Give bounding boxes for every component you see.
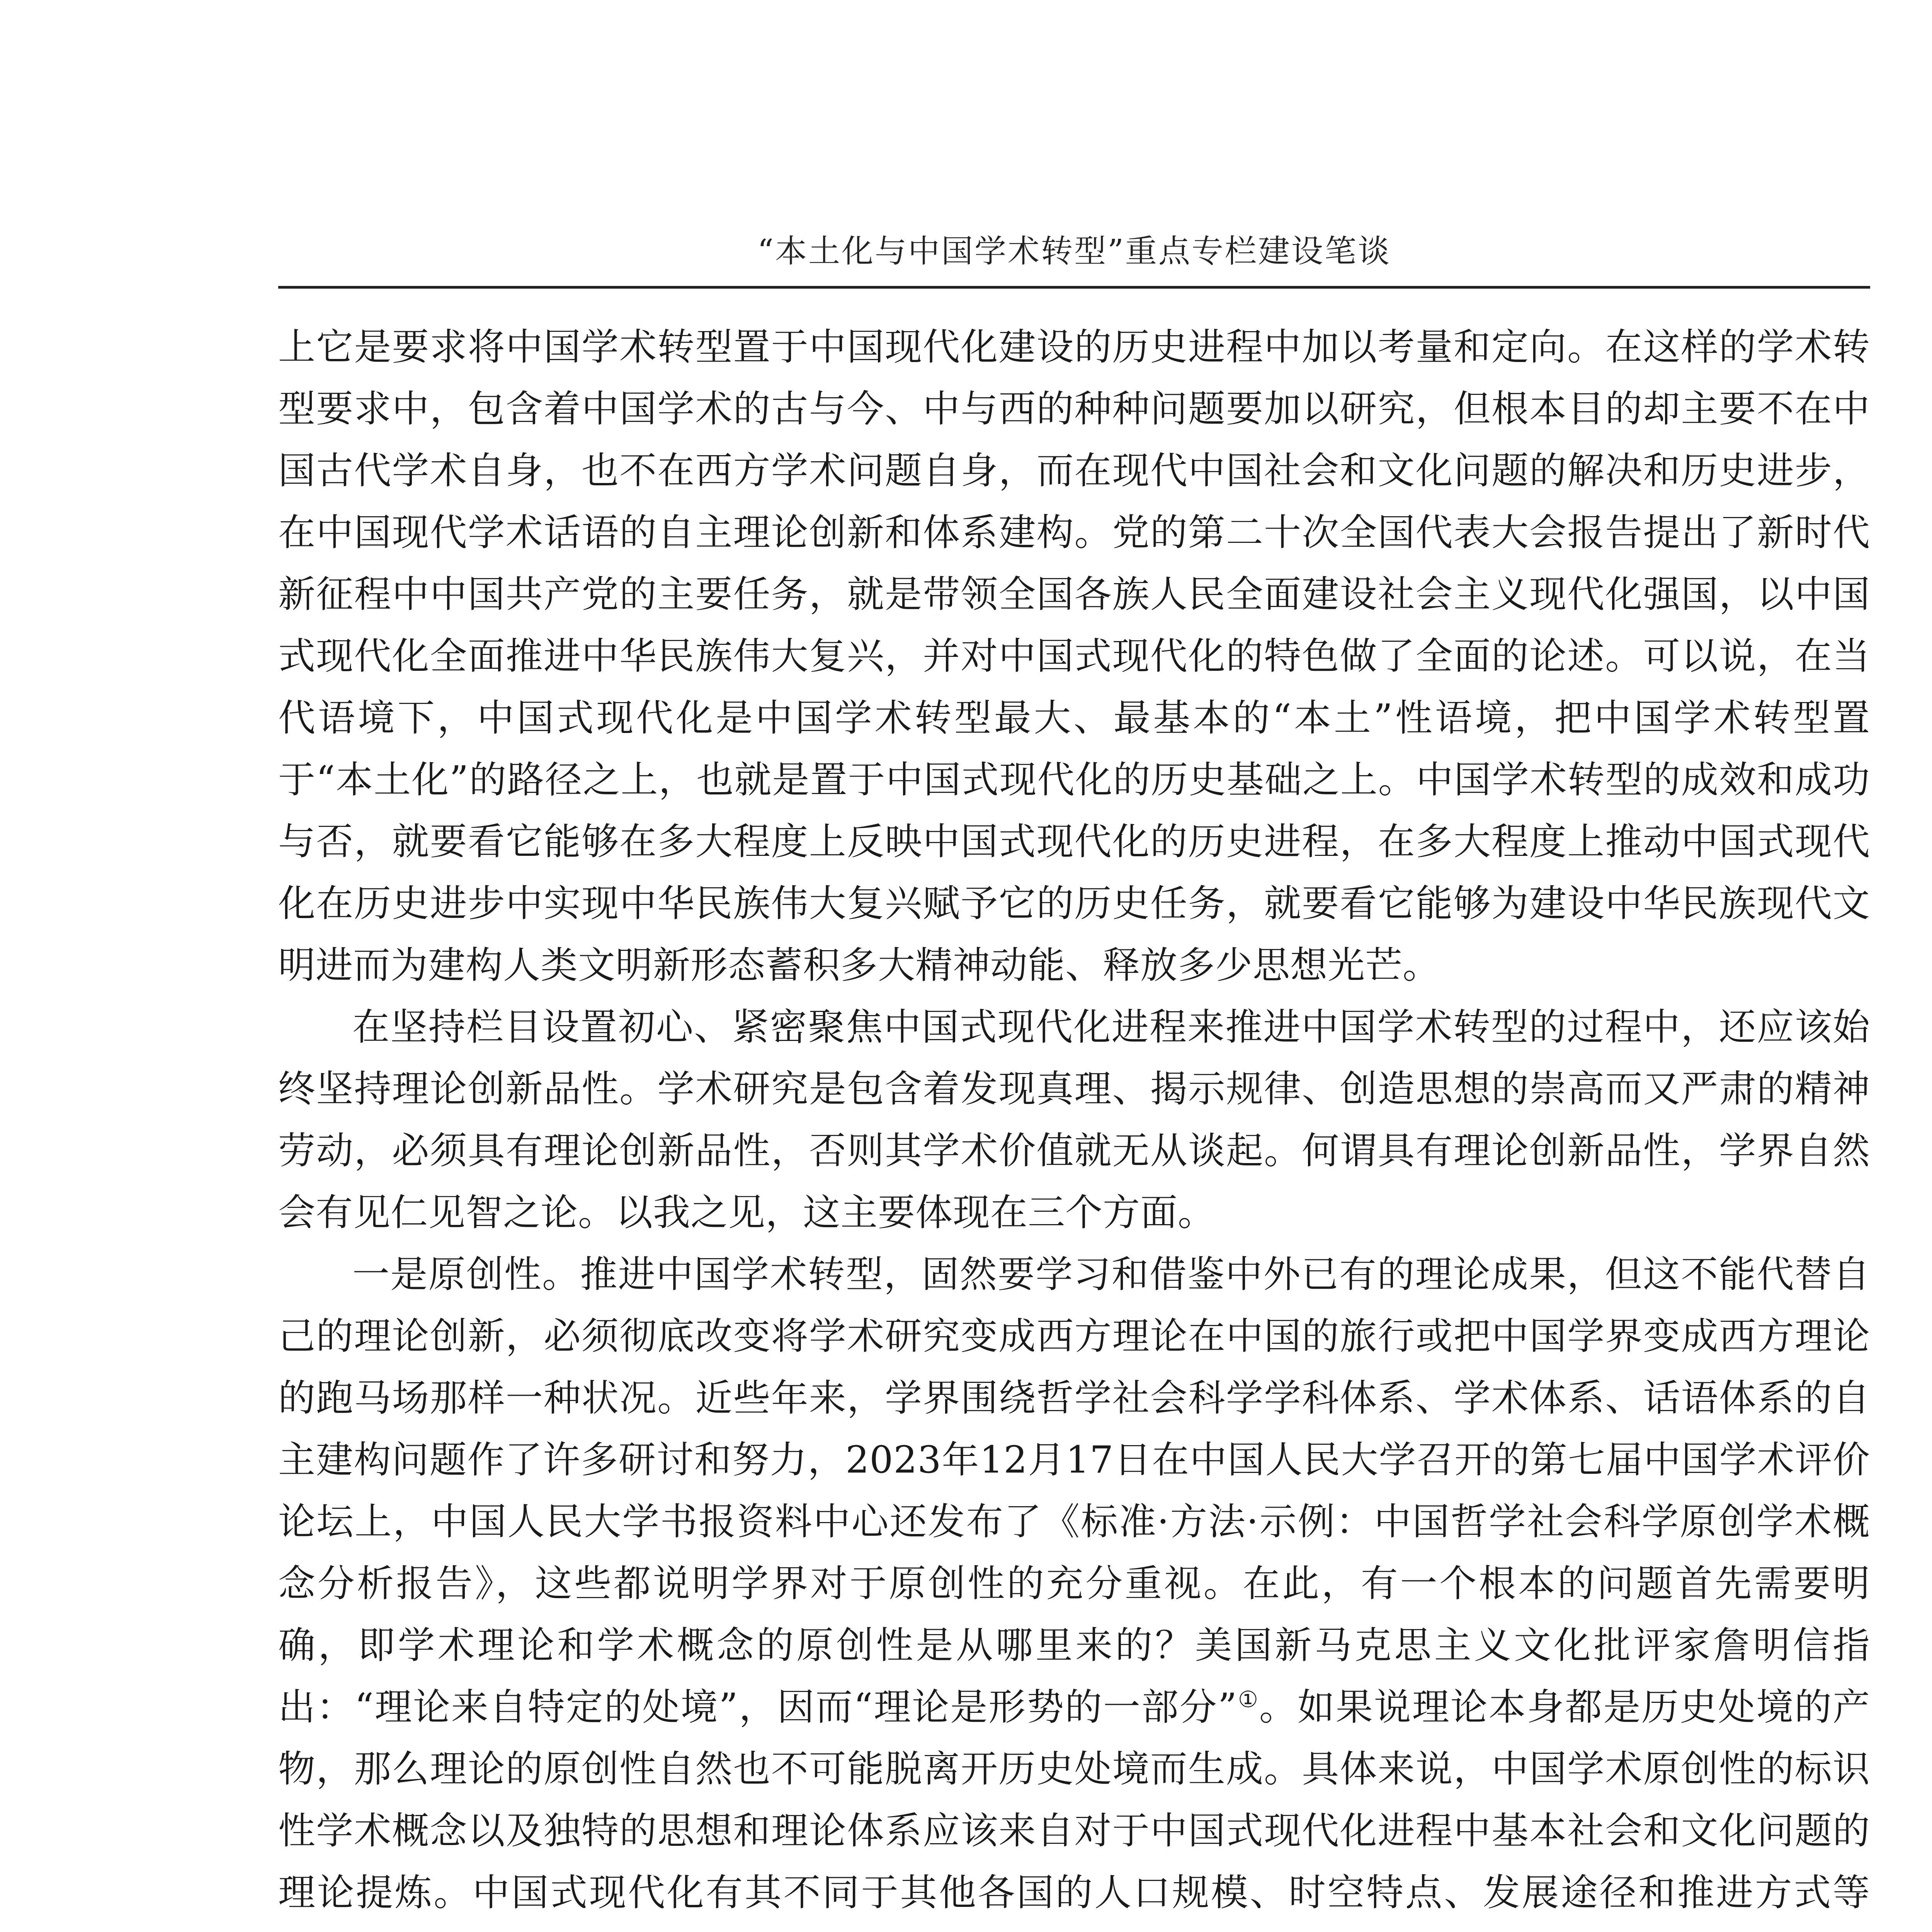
running-header: “本土化与中国学术转型”重点专栏建设笔谈 xyxy=(757,233,1391,270)
header-rule xyxy=(278,286,1870,289)
paragraph-2: 在坚持栏目设置初心、紧密聚焦中国式现代化进程来推进中国学术转型的过程中，还应该始终坚持理论创新品性。学术研究是包含着发现真理、揭示规律、创造思想的崇高而又严肃的精神劳动，必须具有理论创新品性，否则其学术价值就无从谈起。何谓具有理论创新品性，学界自然会有见仁见智之论。以我之见，这主要体现在三个方面。 xyxy=(278,1005,1870,1234)
footnote-reference[interactable]: ① xyxy=(1237,1686,1259,1713)
body-text xyxy=(278,316,1870,1932)
paragraph-3-part-2: 。如果说理论本身都是历史处境的产物，那么理论的原创性自然也不可能脱离开历史处境而生成。具体来说，中国学术原创性的标识性学术概念以及独特的思想和理论体系应该来自对于中国式现代化进程中基本社会和文化问题的理论提炼。中国式现代化有其不同于其他各国的人口规模、时空特点、发展途径和推进方式等 xyxy=(278,1685,1871,1914)
paragraph-3 xyxy=(278,1243,1870,1932)
paragraph-3-part-1: 一是原创性。推进中国学术转型，固然要学习和借鉴中外已有的理论成果，但这不能代替自己的理论创新，必须彻底改变将学术研究变成西方理论在中国的旅行或把中国学界变成西方理论的跑马场那样一种状况。近些年来，学界围绕哲学社会科学学科体系、学术体系、话语体系的自主建构问题作了许多研讨和努力，2023年12月17日在中国人民大学召开的第七届中国学术评价论坛上，中国人民大学书报资料中心还发布了《标准·方法·示例：中国哲学社会科学原创学术概念分析报告》，这些都说明学界对于原创性的充分重视。在此，有一个根本的问题首先需要明确，即学术理论和学术概念的原创性是从哪里来的？美国新马克思主义文化批评家詹明信指出：“理论来自特定的处境”，因而“理论是形势的一部分” xyxy=(278,1253,1870,1729)
paragraph-1: 上它是要求将中国学术转型置于中国现代化建设的历史进程中加以考量和定向。在这样的学术转型要求中，包含着中国学术的古与今、中与西的种种问题要加以研究，但根本目的却主要不在中国古代学术自身，也不在西方学术问题自身，而在现代中国社会和文化问题的解决和历史进步，在中国现代学术话语的自主理论创新和体系建构。党的第二十次全国代表大会报告提出了新时代新征程中中国共产党的主要任务，就是带领全国各族人民全面建设社会主义现代化强国，以中国式现代化全面推进中华民族伟大复兴，并对中国式现代化的特色做了全面的论述。可以说，在当代语境下，中国式现代化是中国学术转型最大、最基本的“本土”性语境，把中国学术转型置于“本土化”的路径之上，也就是置于中国式现代化的历史基础之上。中国学术转型的成效和成功与否，就要看它能够在多大程度上反映中国式现代化的历史进程，在多大程度上推动中国式现代化在历史进步中实现中华民族伟大复兴赋予它的历史任务，就要看它能够为建设中华民族现代文明进而为建构人类文明新形态蓄积多大精神动能、释放多少思想光芒。 xyxy=(278,325,1870,987)
